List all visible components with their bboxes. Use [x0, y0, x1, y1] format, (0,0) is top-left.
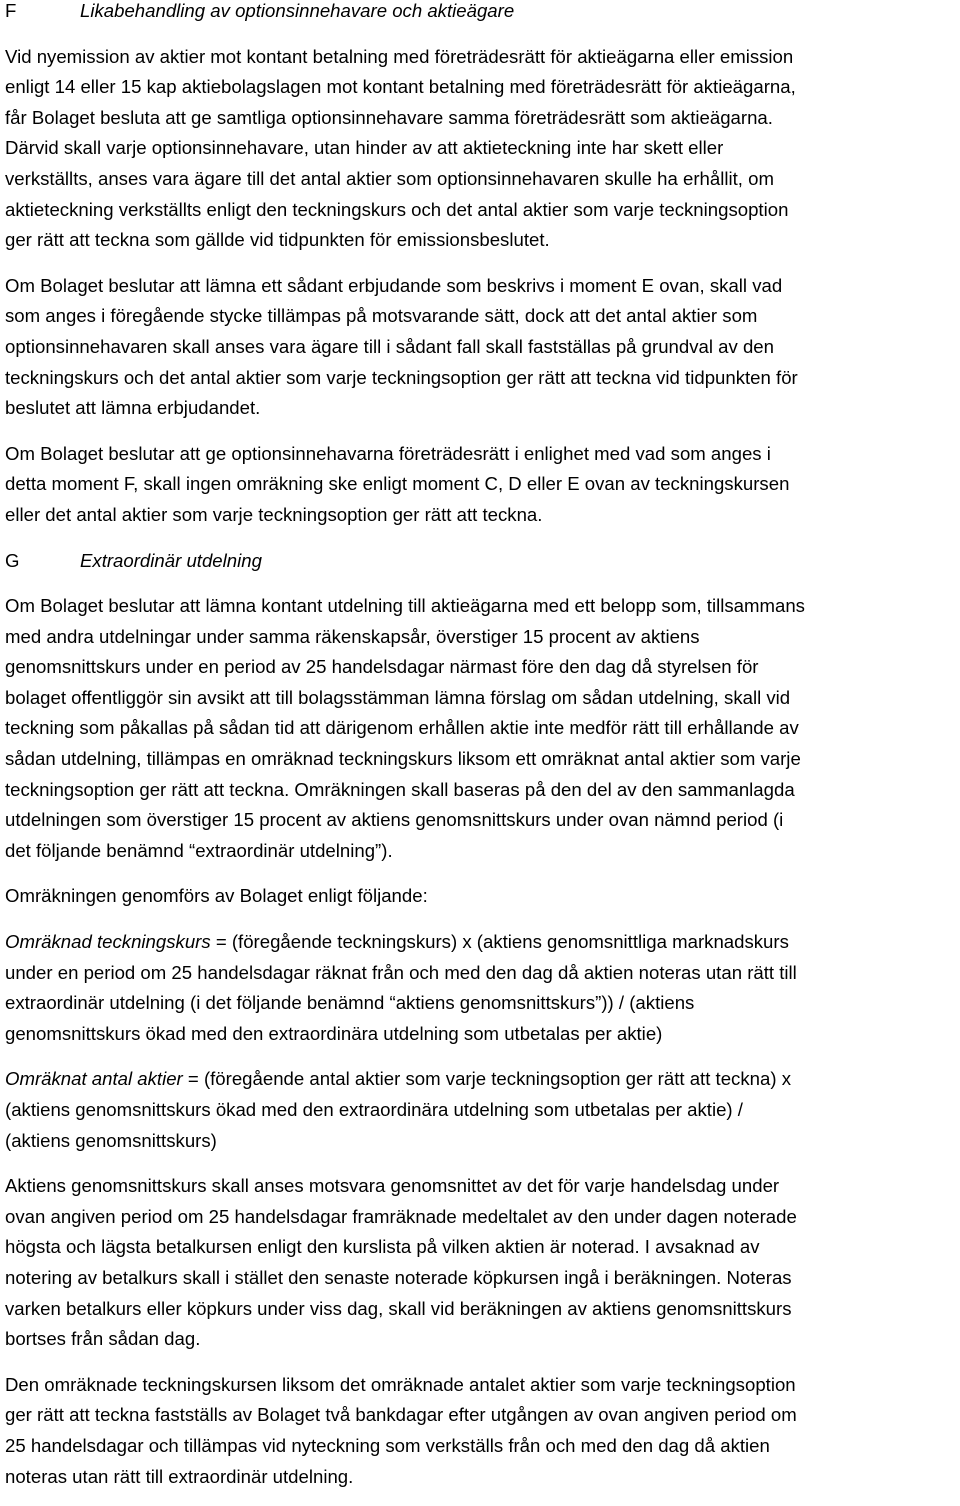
section-title: Extraordinär utdelning: [80, 549, 262, 571]
formula-term: Omräknad teckningskurs: [5, 931, 211, 953]
text-line: teckning som påkallas på sådan tid att därigenom erhållen aktie inte medför rätt till erhållande av: [5, 717, 799, 739]
text-line: optionsinnehavaren skall anses vara ägare till i sådant fall skall fastställas på grundval av den: [5, 335, 774, 357]
text-line: Om Bolaget beslutar att lämna ett sådant erbjudande som beskrivs i moment E ovan, skall vad: [5, 274, 783, 296]
text-line: Aktiens genomsnittskurs skall anses motsvara genomsnittet av det för varje handelsdag under: [5, 1175, 780, 1197]
text-line: teckningskurs och det antal aktier som varje teckningsoption ger rätt att teckna vid tidpunkten för: [5, 366, 798, 388]
text-line: utdelningen som överstiger 15 procent av aktiens genomsnittskurs under ovan nämnd period (i: [5, 809, 784, 831]
text-line: ovan angiven period om 25 handelsdagar framräknade medeltalet av den under dagen noterade: [5, 1205, 797, 1227]
text-line: (aktiens genomsnittskurs ökad med den extraordinära utdelning som utbetalas per aktie) /: [5, 1099, 743, 1120]
formula-antal-aktier: [5, 1064, 960, 1156]
formula-term: Omräknat antal aktier: [5, 1068, 183, 1090]
paragraph-g-3: [5, 1171, 960, 1355]
text-line: aktieteckning verkställts enligt den teckningskurs och det antal aktier som varje teckningsoption: [5, 198, 789, 220]
text-line: under en period om 25 handelsdagar räknat från och med den dag då aktien noteras utan rätt till: [5, 961, 797, 983]
text-line: Om Bolaget beslutar att lämna kontant utdelning till aktieägarna med ett belopp som, tillsammans: [5, 595, 805, 617]
paragraph-f-3: [5, 439, 960, 531]
text-line: högsta och lägsta betalkursen enligt den kurslista på vilken aktien är noterad. I avsaknad av: [5, 1236, 760, 1258]
text-line: bolaget offentliggör sin avsikt att till bolagsstämman lämna förslag om sådan utdelning, skall vid: [5, 686, 791, 708]
text-line: varken betalkurs eller köpkurs under viss dag, skall vid beräkningen av aktiens genomsnittskurs: [5, 1297, 792, 1319]
section-title: Likabehandling av optionsinnehavare och aktieägare: [80, 0, 515, 21]
text-line: Därvid skall varje optionsinnehavare, utan hinder av att aktieteckning inte har skett eller: [5, 137, 724, 159]
text-line: sådan utdelning, tillämpas en omräknad teckningskurs liksom ett omräknat antal aktier som varje: [5, 748, 801, 770]
formula-first-line: [5, 1064, 960, 1095]
section-letter: G: [5, 549, 20, 571]
text-line: Den omräknade teckningskursen liksom det omräknade antalet aktier som varje teckningsoption: [5, 1373, 796, 1395]
text-line: det följande benämnd “extraordinär utdelning”).: [5, 839, 393, 861]
text-line: får Bolaget besluta att ge samtliga optionsinnehavare samma företrädesrätt som aktieägarna.: [5, 106, 773, 128]
text-line: (aktiens genomsnittskurs): [5, 1129, 217, 1151]
text-line: Om Bolaget beslutar att ge optionsinnehavarna företrädesrätt i enlighet med vad som anges i: [5, 442, 771, 464]
text-line: notering av betalkurs skall i stället den senaste noterade köpkursen ingå i beräkningen. Noteras: [5, 1266, 792, 1288]
text-line: ger rätt att teckna som gällde vid tidpunkten för emissionsbeslutet.: [5, 229, 550, 251]
text-line: noteras utan rätt till extraordinär utdelning.: [5, 1465, 354, 1487]
text-line: Vid nyemission av aktier mot kontant betalning med företrädesrätt för aktieägarna eller emission: [5, 45, 794, 67]
document-page: [5, 0, 960, 1492]
formula-rest: = (föregående antal aktier som varje teckningsoption ger rätt att teckna) x: [182, 1068, 791, 1090]
text-line: verkställts, anses vara ägare till det antal aktier som optionsinnehavaren skulle ha erhållit, om: [5, 167, 774, 189]
text-line: med andra utdelningar under samma räkenskapsår, överstiger 15 procent av aktiens: [5, 625, 700, 647]
paragraph-f-2: [5, 271, 960, 424]
text-line: som anges i föregående stycke tillämpas på motsvarande sätt, dock att det antal aktier som: [5, 305, 758, 327]
formula-first-line: [5, 927, 960, 958]
text-line: detta moment F, skall ingen omräkning ske enligt moment C, D eller E ovan av teckningskursen: [5, 473, 790, 495]
section-heading-f: [5, 0, 960, 27]
section-letter: F: [5, 0, 17, 21]
text-line: Omräkningen genomförs av Bolaget enligt följande:: [5, 885, 428, 907]
text-line: teckningsoption ger rätt att teckna. Omräkningen skall baseras på den del av den sammanlagda: [5, 778, 795, 800]
paragraph-g-1: [5, 591, 960, 866]
paragraph-f-1: [5, 42, 960, 256]
text-line: genomsnittskurs ökad med den extraordinära utdelning som utbetalas per aktie): [5, 1022, 663, 1044]
paragraph-g-4: [5, 1370, 960, 1492]
text-line: eller det antal aktier som varje teckningsoption ger rätt att teckna.: [5, 503, 543, 525]
text-line: enligt 14 eller 15 kap aktiebolagslagen mot kontant betalning med företrädesrätt för aktieägarna,: [5, 76, 796, 98]
text-line: genomsnittskurs under en period av 25 handelsdagar närmast före den dag då styrelsen för: [5, 656, 759, 678]
section-heading-g: [5, 546, 960, 577]
paragraph-g-2: [5, 881, 960, 912]
formula-teckningskurs: [5, 927, 960, 1049]
text-line: bortses från sådan dag.: [5, 1328, 201, 1350]
text-line: 25 handelsdagar och tillämpas vid nyteckning som verkställs från och med den dag då aktien: [5, 1434, 770, 1456]
text-line: ger rätt att teckna fastställs av Bolaget två bankdagar efter utgången av ovan angiven period om: [5, 1404, 797, 1426]
text-line: extraordinär utdelning (i det följande benämnd “aktiens genomsnittskurs”)) / (aktiens: [5, 992, 695, 1014]
text-line: beslutet att lämna erbjudandet.: [5, 397, 261, 419]
formula-rest: = (föregående teckningskurs) x (aktiens genomsnittliga marknadskurs: [210, 931, 789, 953]
